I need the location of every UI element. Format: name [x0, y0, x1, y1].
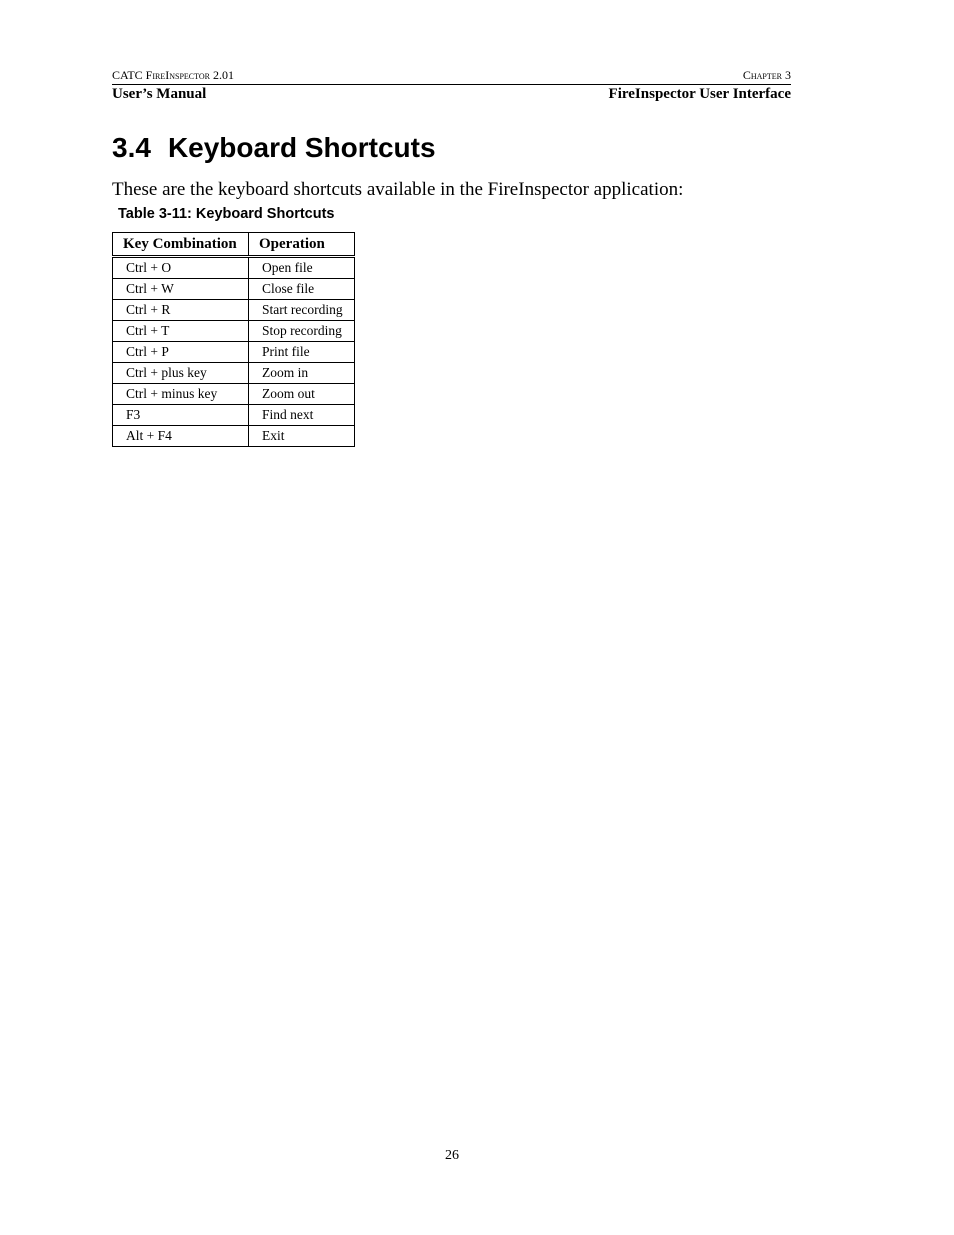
operation-cell: Start recording: [249, 300, 355, 321]
column-header-key: Key Combination: [113, 233, 249, 257]
key-combination-cell: Ctrl + O: [113, 257, 249, 279]
operation-cell: Close file: [249, 279, 355, 300]
key-combination-cell: Ctrl + W: [113, 279, 249, 300]
operation-cell: Open file: [249, 257, 355, 279]
table-row: [113, 363, 355, 384]
table-header-row: [113, 233, 355, 257]
running-header-bottom: [112, 85, 791, 103]
section-title: Keyboard Shortcuts: [167, 132, 436, 163]
key-combination-cell: F3: [113, 405, 249, 426]
key-combination-cell: Alt + F4: [113, 426, 249, 447]
section-number: 3.4: [112, 132, 151, 163]
section-heading: [112, 130, 436, 166]
table-row: [113, 342, 355, 363]
table-row: [113, 279, 355, 300]
operation-cell: Print file: [249, 342, 355, 363]
product-name: CATC FireInspector 2.01: [112, 68, 234, 82]
key-combination-cell: Ctrl + minus key: [113, 384, 249, 405]
running-header-top: [112, 68, 791, 82]
operation-cell: Find next: [249, 405, 355, 426]
table-row: [113, 300, 355, 321]
manual-name: User’s Manual: [112, 86, 207, 102]
table-row: [113, 384, 355, 405]
chapter-label: Chapter 3: [742, 68, 791, 82]
shortcuts-table: [112, 232, 355, 447]
operation-cell: Zoom in: [249, 363, 355, 384]
key-combination-cell: Ctrl + plus key: [113, 363, 249, 384]
table-caption: Table 3-11: Keyboard Shortcuts: [118, 206, 335, 222]
table-row: [113, 405, 355, 426]
table-row: [113, 426, 355, 447]
key-combination-cell: Ctrl + P: [113, 342, 249, 363]
page-number: 26: [445, 1148, 459, 1163]
key-combination-cell: Ctrl + R: [113, 300, 249, 321]
column-header-operation: Operation: [249, 233, 355, 257]
table-row: [113, 321, 355, 342]
intro-paragraph: These are the keyboard shortcuts available in the FireInspector application:: [112, 179, 684, 200]
table-row: [113, 257, 355, 279]
key-combination-cell: Ctrl + T: [113, 321, 249, 342]
operation-cell: Stop recording: [249, 321, 355, 342]
operation-cell: Zoom out: [249, 384, 355, 405]
chapter-title: FireInspector User Interface: [608, 86, 791, 102]
operation-cell: Exit: [249, 426, 355, 447]
